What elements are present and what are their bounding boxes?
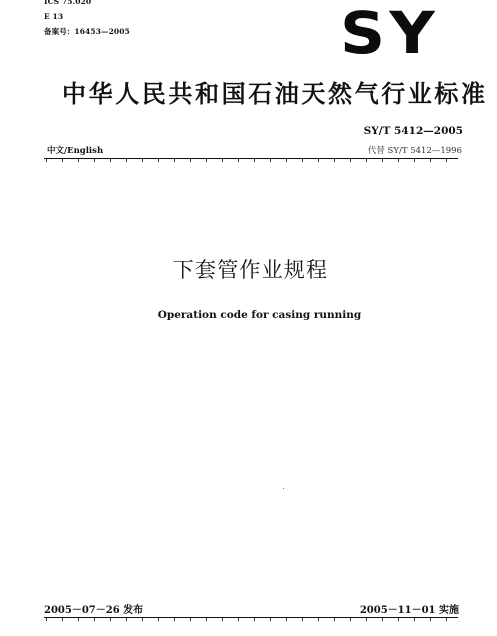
filing-number: 备案号：16453—2005: [44, 27, 130, 36]
divider-tick: [142, 618, 143, 621]
divider-tick: [446, 159, 447, 162]
divider-tick: [382, 618, 383, 621]
divider-tick: [286, 159, 287, 162]
divider-tick: [382, 159, 383, 162]
document-title-chinese: 下套管作业规程: [172, 258, 329, 282]
bottom-divider-ticks: [44, 618, 458, 621]
divider-tick: [254, 159, 255, 162]
divider-tick: [270, 618, 271, 621]
divider-tick: [206, 159, 207, 162]
top-divider-ticks: [44, 159, 458, 162]
divider-tick: [62, 618, 63, 621]
divider-tick: [334, 159, 335, 162]
issue-date: 2005－07－26 发布: [44, 605, 144, 616]
divider-tick: [190, 618, 191, 621]
divider-tick: [414, 159, 415, 162]
divider-tick: [238, 618, 239, 621]
divider-tick: [126, 159, 127, 162]
divider-tick: [46, 159, 47, 162]
divider-tick: [94, 618, 95, 621]
divider-tick: [174, 159, 175, 162]
divider-tick: [366, 618, 367, 621]
divider-tick: [62, 159, 63, 162]
divider-tick: [350, 618, 351, 621]
sy-logo: SY: [340, 0, 440, 67]
divider-tick: [222, 618, 223, 621]
divider-tick: [238, 159, 239, 162]
divider-tick: [286, 618, 287, 621]
ics-code: ICS 75.020: [44, 0, 92, 6]
divider-tick: [334, 618, 335, 621]
divider-tick: [430, 618, 431, 621]
classification-code: E 13: [44, 12, 64, 21]
divider-tick: [206, 618, 207, 621]
divider-tick: [302, 159, 303, 162]
divider-tick: [78, 159, 79, 162]
divider-tick: [126, 618, 127, 621]
divider-tick: [302, 618, 303, 621]
divider-tick: [78, 618, 79, 621]
divider-tick: [158, 618, 159, 621]
divider-tick: [270, 159, 271, 162]
divider-tick: [254, 618, 255, 621]
divider-tick: [318, 159, 319, 162]
divider-tick: [190, 159, 191, 162]
divider-tick: [94, 159, 95, 162]
divider-tick: [430, 159, 431, 162]
divider-tick: [142, 159, 143, 162]
divider-tick: [366, 159, 367, 162]
divider-tick: [110, 159, 111, 162]
divider-tick: [174, 618, 175, 621]
divider-tick: [446, 618, 447, 621]
divider-tick: [158, 159, 159, 162]
divider-tick: [350, 159, 351, 162]
divider-tick: [110, 618, 111, 621]
divider-tick: [414, 618, 415, 621]
divider-tick: [46, 618, 47, 621]
language-label: 中文/English: [47, 146, 104, 156]
divider-tick: [318, 618, 319, 621]
scan-speck: [283, 488, 284, 489]
divider-tick: [222, 159, 223, 162]
document-title-english: Operation code for casing running: [157, 309, 362, 321]
divider-tick: [398, 159, 399, 162]
implementation-date: 2005－11－01 实施: [359, 605, 459, 616]
divider-tick: [398, 618, 399, 621]
standard-number: SY/T 5412—2005: [363, 125, 463, 137]
standard-category-title: 中华人民共和国石油天然气行业标准: [62, 80, 488, 108]
replaces-standard: 代替 SY/T 5412—1996: [367, 146, 462, 156]
